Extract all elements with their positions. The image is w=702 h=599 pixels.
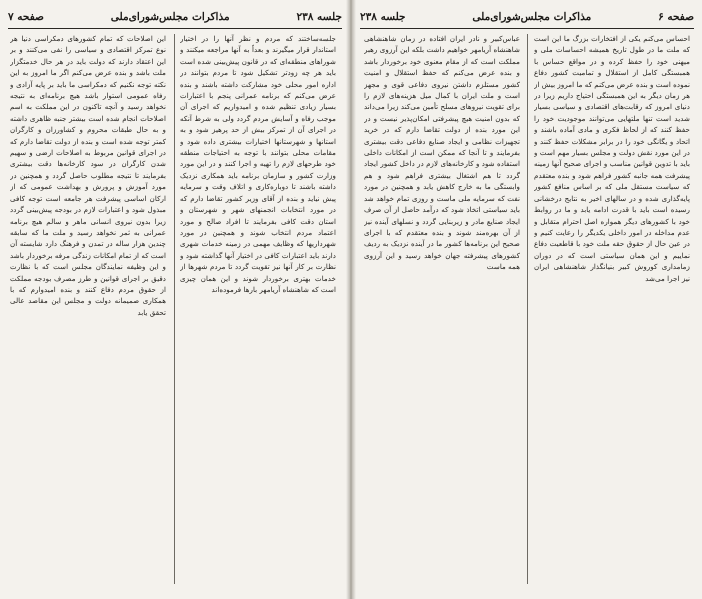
book-gutter <box>346 0 356 599</box>
right-header-rule <box>360 28 694 29</box>
right-column-divider <box>527 34 528 584</box>
left-page-header <box>8 8 342 26</box>
right-page-column-left: عباس‌کبیر و نادر ایران افتاده در زمان شاهنشاهی شاهنشاه آریامهر خواهیم داشت بلکه این آرزوی رهبر مملکت است که از مقام معنوی خود برخوردار باشد و بنده عرض می‌کنم که حفظ استقلال و امنیت کشور مستلزم داشتن نیروی دفاعی قوی و مجهز است و ملت ایران با کمال میل هزینه‌های لازم را برای تقویت نیروهای مسلح تأمین می‌کند زیرا می‌داند که بدون امنیت هیچ پیشرفتی امکان‌پذیر نیست و در این مورد بنده از دولت تقاضا دارم که در خرید تجهیزات نظامی و ایجاد صنایع دفاعی دقت بیشتری بفرمایند و تا آنجا که ممکن است از امکانات داخلی استفاده شود و کارخانه‌های لازم در داخل کشور ایجاد گردد تا هم اشتغال بیشتری فراهم شود و هم وابستگی ما به خارج کاهش یابد و همچنین در مورد نفت که سرمایه ملی ماست و روزی تمام خواهد شد باید سیاستی اتخاذ شود که درآمد حاصل از آن صرف ایجاد صنایع مادر و زیربنایی گردد و نسلهای آینده نیز از آن بهره‌مند شوند و بنده معتقدم که با اجرای صحیح این برنامه‌ها کشور ما در آینده نزدیک به ردیف کشورهای پیشرفته جهان خواهد رسید و این آرزوی همه ماست <box>364 34 520 272</box>
left-page-number: صفحه ۷ <box>8 11 44 23</box>
left-page <box>0 0 350 599</box>
right-session-label: جلسه ۲۳۸ <box>360 11 406 23</box>
right-page-number: صفحه ۶ <box>658 11 694 23</box>
left-journal-title: مذاکرات مجلس‌شورای‌ملی <box>110 11 230 23</box>
left-session-label: جلسه ۲۳۸ <box>296 11 342 23</box>
right-page-column-right: احساس می‌کنم یکی از افتخارات بزرگ ما این است که ملت ما در طول تاریخ همیشه احساسات ملی و میهنی خود را حفظ کرده و در مواقع حساس با همبستگی کامل از استقلال و تمامیت کشور دفاع نموده است و بنده عرض می‌کنم که ما امروز بیش از هر زمان دیگر به این همبستگی احتیاج داریم زیرا در دنیای امروز که رقابت‌های اقتصادی و سیاسی بسیار شدید است تنها ملتهایی می‌توانند موجودیت خود را حفظ کنند که از لحاظ فکری و مادی آماده باشند و اتحاد و یگانگی خود را در برابر مشکلات حفظ کنند و در این مورد نقش دولت و مجلس بسیار مهم است و باید با تدوین قوانین مناسب و اجرای صحیح آنها زمینه پیشرفت همه جانبه کشور فراهم شود و بنده معتقدم که سیاست مستقل ملی که بر اساس منافع کشور پایه‌گذاری شده و در سالهای اخیر به نتایج درخشانی رسیده است باید با قدرت ادامه یابد و ما در روابط خود با کشورهای دیگر همواره اصل احترام متقابل و عدم مداخله در امور داخلی یکدیگر را رعایت کنیم و در عین حال از حقوق حقه ملت خود با قاطعیت دفاع نماییم و این همان سیاستی است که در دوران زمامداری کوروش کبیر بنیانگذار شاهنشاهی ایران نیز اجرا می‌شد <box>534 34 690 283</box>
right-page <box>352 0 702 599</box>
left-page-column-right: جلسه‌ساختند که مردم و نظر آنها را در اختیار استاندار قرار میگیرند و بعداً به آنها مراجعه میکنند و شوراهای منطقه‌ای که در قانون پیش‌بینی شده است باید هر چه زودتر تشکیل شود تا مردم بتوانند در اداره امور محلی خود مشارکت داشته باشند و بنده عرض می‌کنم که برنامه عمرانی پنجم با اعتبارات بسیار زیادی تنظیم شده و امیدواریم که اجرای آن موجب رفاه و آسایش مردم گردد ولی به شرط آنکه در اجرای آن از تمرکز بیش از حد پرهیز شود و به استانها و شهرستانها اختیارات بیشتری داده شود و مقامات محلی بتوانند با توجه به احتیاجات منطقه خود طرحهای لازم را تهیه و اجرا کنند و در این مورد وزارت کشور و سازمان برنامه باید همکاری نزدیک داشته باشند تا دوباره‌کاری و اتلاف وقت و سرمایه پیش نیاید و بنده از آقای وزیر کشور تقاضا دارم که در مورد انتخابات انجمنهای شهر و شهرستان و استان دقت کافی بفرمایند تا افراد صالح و مورد اعتماد مردم انتخاب شوند و همچنین در مورد شهرداریها که وظایف مهمی در زمینه خدمات شهری دارند باید اعتبارات کافی در اختیار آنها گذاشته شود و نظارت بر کار آنها نیز تقویت گردد تا مردم شهرها از خدمات بهتری برخوردار شوند و این همان چیزی است که شاهنشاه آریامهر بارها فرموده‌اند <box>180 34 336 294</box>
right-journal-title: مذاکرات مجلس‌شورای‌ملی <box>472 11 592 23</box>
left-page-column-left: این اصلاحات که تمام کشورهای دمکراسی دنیا هر نوع تمرکز اقتصادی و سیاسی را نفی می‌کنند و بر این اعتقاد دارند که دولت باید در هر حال خدمتگزار ملت باشد و بنده عرض می‌کنم اگر ما امروز به این نکته توجه نکنیم که دمکراسی ما باید بر پایه آزادی و رفاه عمومی استوار باشد هیچ برنامه‌ای به نتیجه نخواهد رسید و آنچه تاکنون در این مملکت به اسم اصلاحات انجام شده است بیشتر جنبه ظاهری داشته و به حال طبقات محروم و کشاورزان و کارگران کمتر توجه شده است و بنده از دولت تقاضا دارم که در اجرای قوانین مربوط به اصلاحات ارضی و سهیم شدن کارگران در سود کارخانه‌ها دقت بیشتری بفرمایند تا نتیجه مطلوب حاصل گردد و همچنین در مورد آموزش و پرورش و بهداشت عمومی که از ارکان اساسی پیشرفت هر جامعه است توجه کافی مبذول شود و اعتبارات لازم در بودجه پیش‌بینی گردد زیرا بدون نیروی انسانی ماهر و سالم هیچ برنامه عمرانی به ثمر نخواهد رسید و ملت ما که سابقه چندین هزار ساله در تمدن و فرهنگ دارد شایسته آن است که از تمام امکانات زندگی مرفه برخوردار باشد و این وظیفه نمایندگان مجلس است که با نظارت دقیق بر اجرای قوانین و طرز مصرف بودجه مملکت از حقوق مردم دفاع کنند و بنده امیدوارم که با همکاری صمیمانه دولت و مجلس این مقاصد عالی تحقق یابد <box>10 34 166 317</box>
left-column-divider <box>174 34 175 584</box>
left-header-rule <box>8 28 342 29</box>
right-page-header <box>360 8 694 26</box>
